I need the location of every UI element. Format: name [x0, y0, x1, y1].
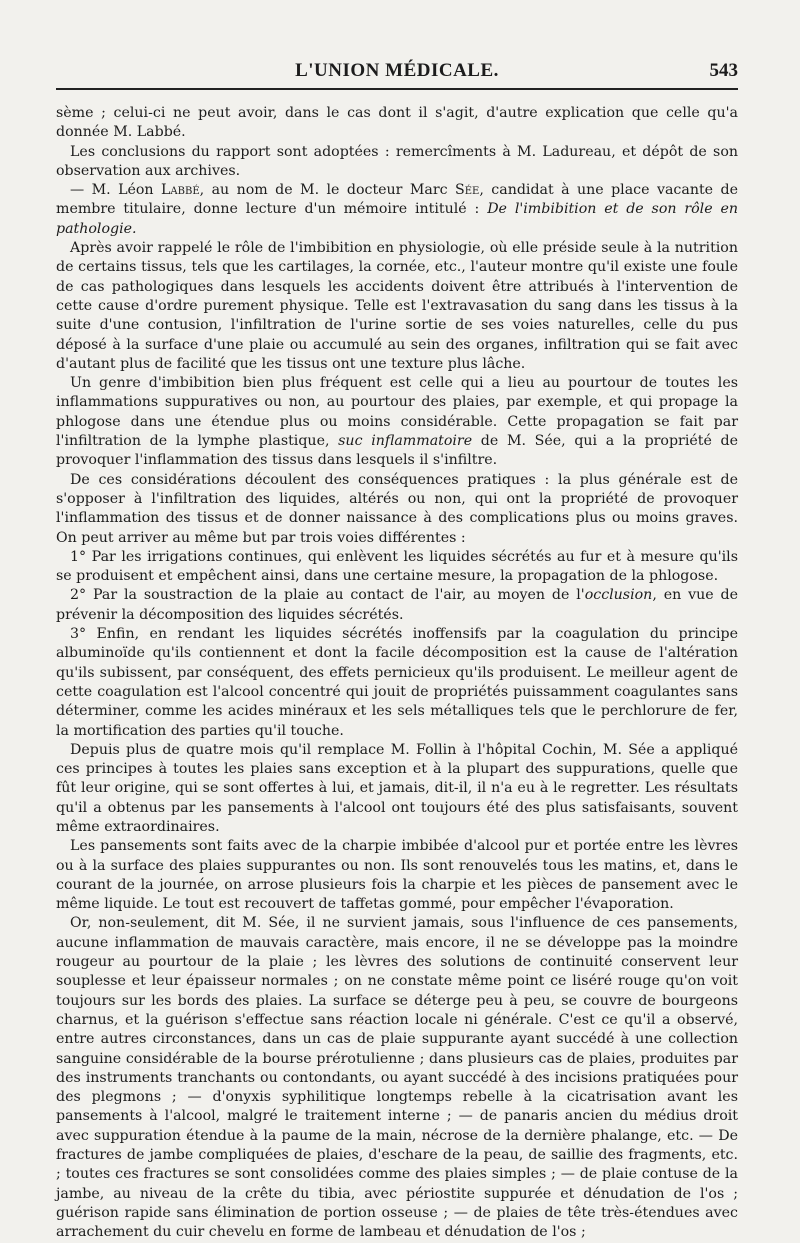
paragraph — [56, 239, 738, 374]
text-run: 2° Par la soustraction de la plaie au contact de l'air, au moyen de l' — [70, 587, 585, 604]
paragraph — [56, 914, 738, 1242]
italic-text: suc inflammatoire — [338, 433, 473, 450]
text-run: De ces considérations découlent des conséquences pratiques : la plus générale est de s'opposer à l'infiltration des liquides, altérés ou non, qui ont la propriété de provoquer l'inflammation des tissus et de donner naissance à des complications plus ou moins graves. On peut arriver au même but par trois voies différentes : — [56, 471, 738, 546]
text-run: — M. Léon — [70, 182, 161, 199]
text-run: , au nom de M. le docteur Marc — [199, 182, 456, 199]
paragraph — [56, 181, 738, 239]
paragraph — [56, 143, 738, 182]
paragraph — [56, 625, 738, 741]
paragraph — [56, 374, 738, 470]
author-name: Sée — [455, 182, 480, 199]
text-run: Les pansements sont faits avec de la charpie imbibée d'alcool pur et portée entre les lèvres ou à la surface des plaies suppurantes ou non. Ils sont renouvelés tous les matins, et, dans le courant de la journée, on arrose plusieurs fois la charpie et les pièces de pansement avec le même liquide. Le tout est recouvert de taffetas gommé, pour empêcher l'évaporation. — [56, 838, 738, 913]
text-run: Les conclusions du rapport sont adoptées : remercîments à M. Ladureau, et dépôt de son observation aux archives. — [56, 143, 738, 179]
page-number: 543 — [709, 60, 738, 81]
text-run: Or, non-seulement, dit M. Sée, il ne survient jamais, sous l'influence de ces pansements, aucune inflammation de mauvais caractère, mais encore, il ne se développe pas la moindre rougeur au pourtour de la plaie ; les lèvres des solutions de continuité conservent leur souplesse et leur épaisseur normales ; on ne constate même point ce liséré rouge qu'on voit toujours sur les bords des plaies. La surface se déterge peu à peu, se couvre de bourgeons charnus, et la guérison s'effectue sans réaction locale ni générale. C'est ce qu'il a observé, entre autres circonstances, dans un cas de plaie suppurante ayant succédé à une collection sanguine considérable de la bourse prérotulienne ; dans plusieurs cas de plaies, produites par des instruments tranchants ou contondants, ou ayant succédé à des incisions pratiquées pour des plegmons ; — d'onyxis syphilitique longtemps rebelle à la cicatrisation avant les pansements à l'alcool, malgré le traitement interne ; — de panaris ancien du médius droit avec suppuration étendue à la paume de la main, nécrose de la dernière phalange, etc. — De fractures de jambe compliquées de plaies, d'eschare de la peau, de saillie des fragments, etc. ; toutes ces fractures se sont consolidées comme des plaies simples ; — de plaie contuse de la jambe, au niveau de la crête du tibia, avec périostite suppurée et dénudation de l'os ; guérison rapide sans élimination de portion osseuse ; — de plaies de tête très-étendues avec arrachement du cuir chevelu en forme de lambeau et dénudation de l'os ; — [56, 915, 738, 1241]
text-run: sème ; celui-ci ne peut avoir, dans le cas dont il s'agit, d'autre explication que celle qu'a donnée M. Labbé. — [56, 105, 738, 141]
running-title: L'UNION MÉDICALE. — [295, 60, 499, 81]
author-name: Labbé — [161, 182, 200, 199]
text-run: 1° Par les irrigations continues, qui enlèvent les liquides sécrétés au fur et à mesure qu'ils se produisent et empêchent ainsi, dans une certaine mesure, la propagation de la phlogose. — [56, 548, 738, 585]
text-run: , candidat à une place vacante de membre titulaire, donne lecture d'un mémoire intitulé : — [56, 182, 738, 218]
text-run: Après avoir rappelé le rôle de l'imbibition en physiologie, où elle préside seule à la nutrition de certains tissus, tels que les cartilages, la cornée, etc., l'auteur montre qu'il existe une foule de cas pathologiques dans lesquels les accidents doivent être attribués à l'intervention de cette cause d'ordre purement physique. Telle est l'extravasation du sang dans les tissus à la suite d'une contusion, l'infiltration de l'urine sortie de ses voies naturelles, celle du pus déposé à la surface d'une plaie ou accumulé au sein des organes, infiltration qui se fait avec d'autant plus de facilité que les tissus ont une texture plus lâche. — [56, 240, 738, 372]
paragraph — [56, 586, 738, 625]
text-run: de M. Sée, qui a la propriété de provoquer l'inflammation des tissus dans lesquels il s'infiltre. — [56, 433, 739, 469]
article-body — [56, 104, 738, 1243]
italic-text: occlusion — [584, 587, 653, 604]
text-run: Un genre d'imbibition bien plus fréquent est celle qui a lieu au pourtour de toutes les inflammations suppuratives ou non, au pourtour des plaies, par exemple, et qui propage la phlogose dans une étendue plus ou moins considérable. Cette propagation se fait par l'infiltration de la lymphe plastique, — [56, 375, 738, 450]
paragraph — [56, 837, 738, 914]
page-header — [56, 58, 738, 90]
text-run: Depuis plus de quatre mois qu'il remplace M. Follin à l'hôpital Cochin, M. Sée a appliqué ces principes à toutes les plaies sans exception et à la plupart des suppurations, quelle que fût leur origine, qui se sont offertes à lui, et jamais, dit-il, il n'a eu à le regretter. Les résultats qu'il a obtenus par les pansements à l'alcool ont toujours été des plus satisfaisants, souvent même extraordinaires. — [56, 741, 738, 835]
paragraph — [56, 741, 738, 837]
paragraph — [56, 548, 738, 587]
paragraph — [56, 471, 738, 548]
paragraph — [56, 104, 738, 143]
text-run: , en vue de prévenir la décomposition des liquides sécrétés. — [56, 587, 738, 623]
text-run: 3° Enfin, en rendant les liquides sécrétés inoffensifs par la coagulation du principe albuminoïde qu'ils contiennent et dont la facile décomposition est la cause de l'altération qu'ils subissent, par conséquent, des effets pernicieux qu'ils produisent. Le meilleur agent de cette coagulation est l'alcool concentré qui jouit de propriétés puissamment coagulantes sans déterminer, comme les acides minéraux et les sels métalliques tels que le perchlorure de fer, la mortification des parties qu'il touche. — [56, 626, 738, 739]
journal-page — [56, 58, 738, 1243]
italic-text: De l'imbibition et de son rôle en pathologie. — [56, 201, 738, 237]
